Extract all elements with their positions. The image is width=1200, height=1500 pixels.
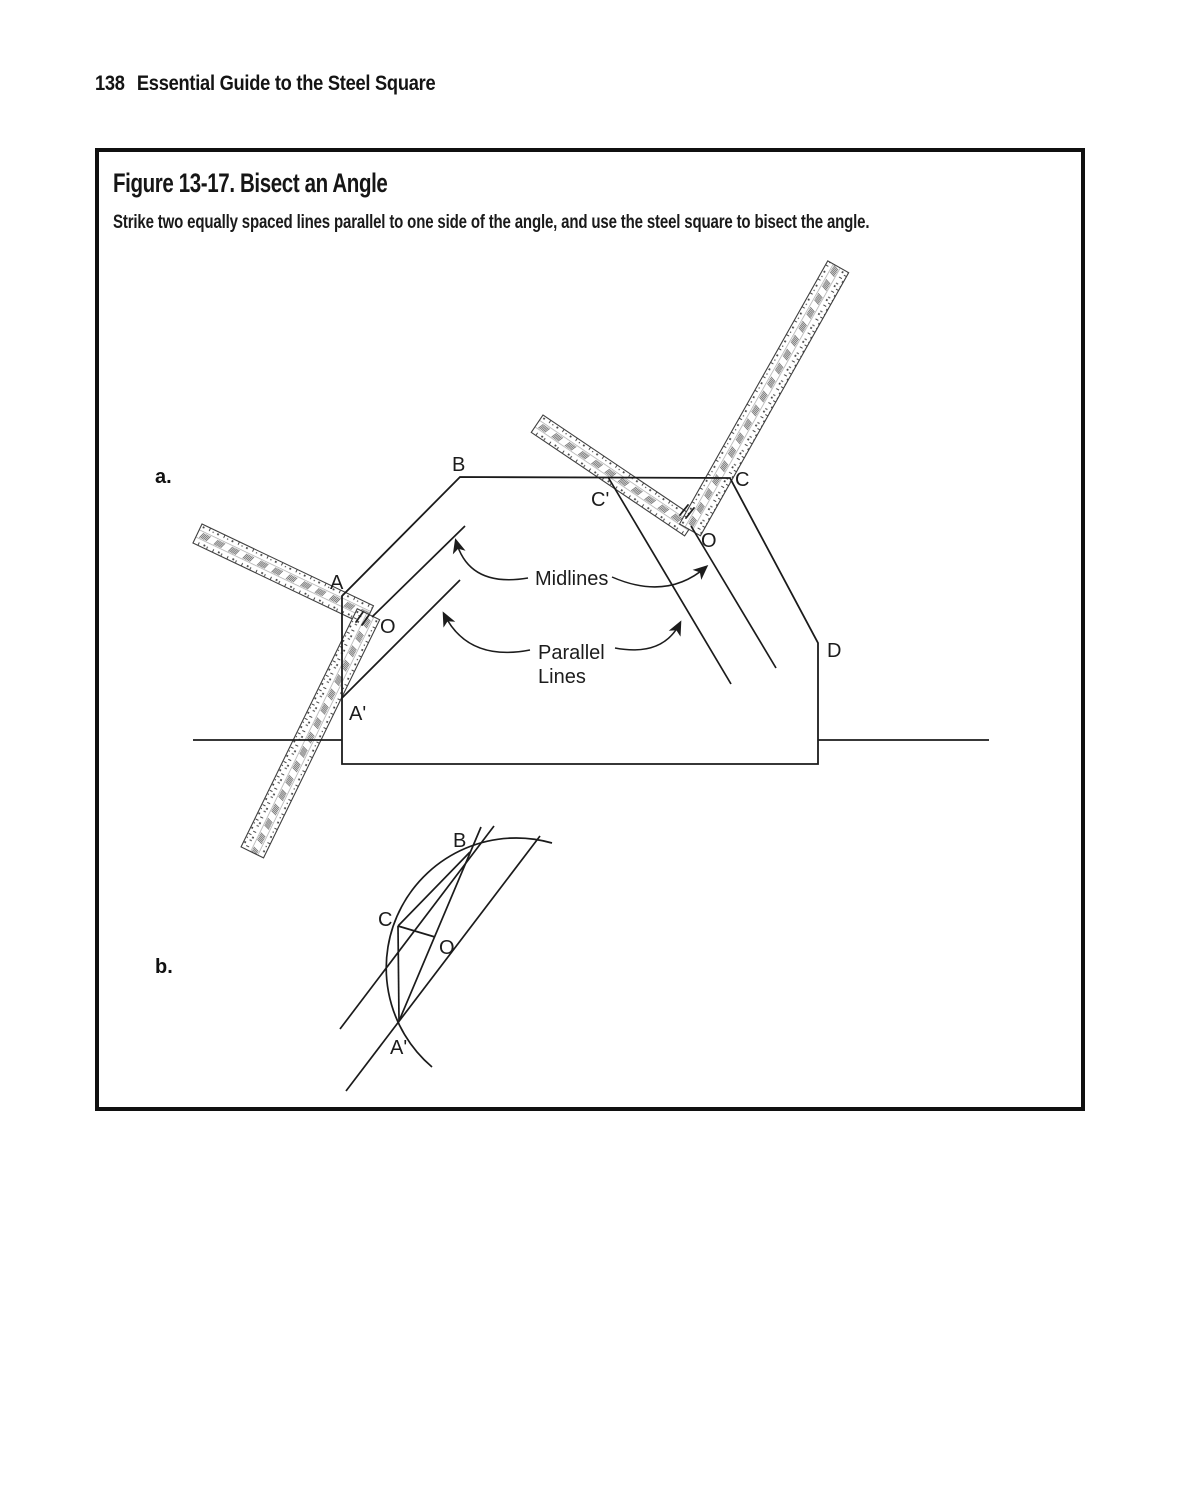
- label-b-point-c: C: [378, 909, 393, 931]
- steel-square-right: [531, 261, 848, 536]
- label-point-d: D: [827, 640, 842, 662]
- label-point-b: B: [452, 454, 466, 476]
- parallel-arrow-left: [444, 614, 530, 652]
- steel-square-left: [193, 524, 380, 858]
- midlines-arrow-left: [456, 541, 528, 580]
- label-point-c-prime: C': [591, 489, 610, 511]
- figure-box: [95, 148, 1085, 1111]
- compass-arc: [386, 838, 552, 1067]
- annotation-parallel-1: Parallel: [538, 642, 605, 664]
- steel-square-right-blade: [680, 261, 849, 536]
- midline-left: [372, 526, 465, 617]
- label-b-point-a-prime: A': [390, 1037, 408, 1059]
- midlines-arrow-right: [612, 567, 706, 587]
- steel-square-left-blade: [241, 609, 380, 858]
- label-point-o-left: O: [380, 616, 396, 638]
- label-point-o-right: O: [701, 530, 717, 552]
- page-header: [95, 72, 435, 96]
- book-title: Essential Guide to the Steel Square: [136, 72, 436, 95]
- label-b-point-b: B: [453, 830, 467, 852]
- figure-title: Figure 13-17. Bisect an Angle: [113, 168, 388, 198]
- segment-c-b: [398, 852, 470, 926]
- figure-caption: Strike two equally spaced lines parallel to one side of the angle, and use the steel square to bisect the angle.: [113, 212, 870, 233]
- parallel-diagonal-lower: [346, 836, 540, 1091]
- panel-b-labels: [155, 830, 466, 1059]
- steel-square-left-tongue: [193, 524, 374, 625]
- label-b-point-o: O: [439, 937, 455, 959]
- annotation-parallel-2: Lines: [538, 666, 586, 688]
- label-point-a-prime: A': [349, 703, 367, 725]
- parallel-arrow-right: [615, 623, 680, 650]
- bisector-chord: [399, 827, 481, 1021]
- label-point-c: C: [735, 469, 750, 491]
- page-number: 138: [95, 72, 125, 95]
- annotation-midlines: Midlines: [535, 568, 609, 590]
- annotation-arrows: [444, 541, 706, 652]
- label-point-a: A: [330, 572, 344, 594]
- panel-b-label: b.: [155, 956, 173, 978]
- panel-a-label: a.: [155, 466, 172, 488]
- steel-square-right-tongue: [531, 415, 696, 536]
- segment-c-a-prime: [398, 926, 399, 1021]
- figure-diagram: [99, 152, 1081, 1107]
